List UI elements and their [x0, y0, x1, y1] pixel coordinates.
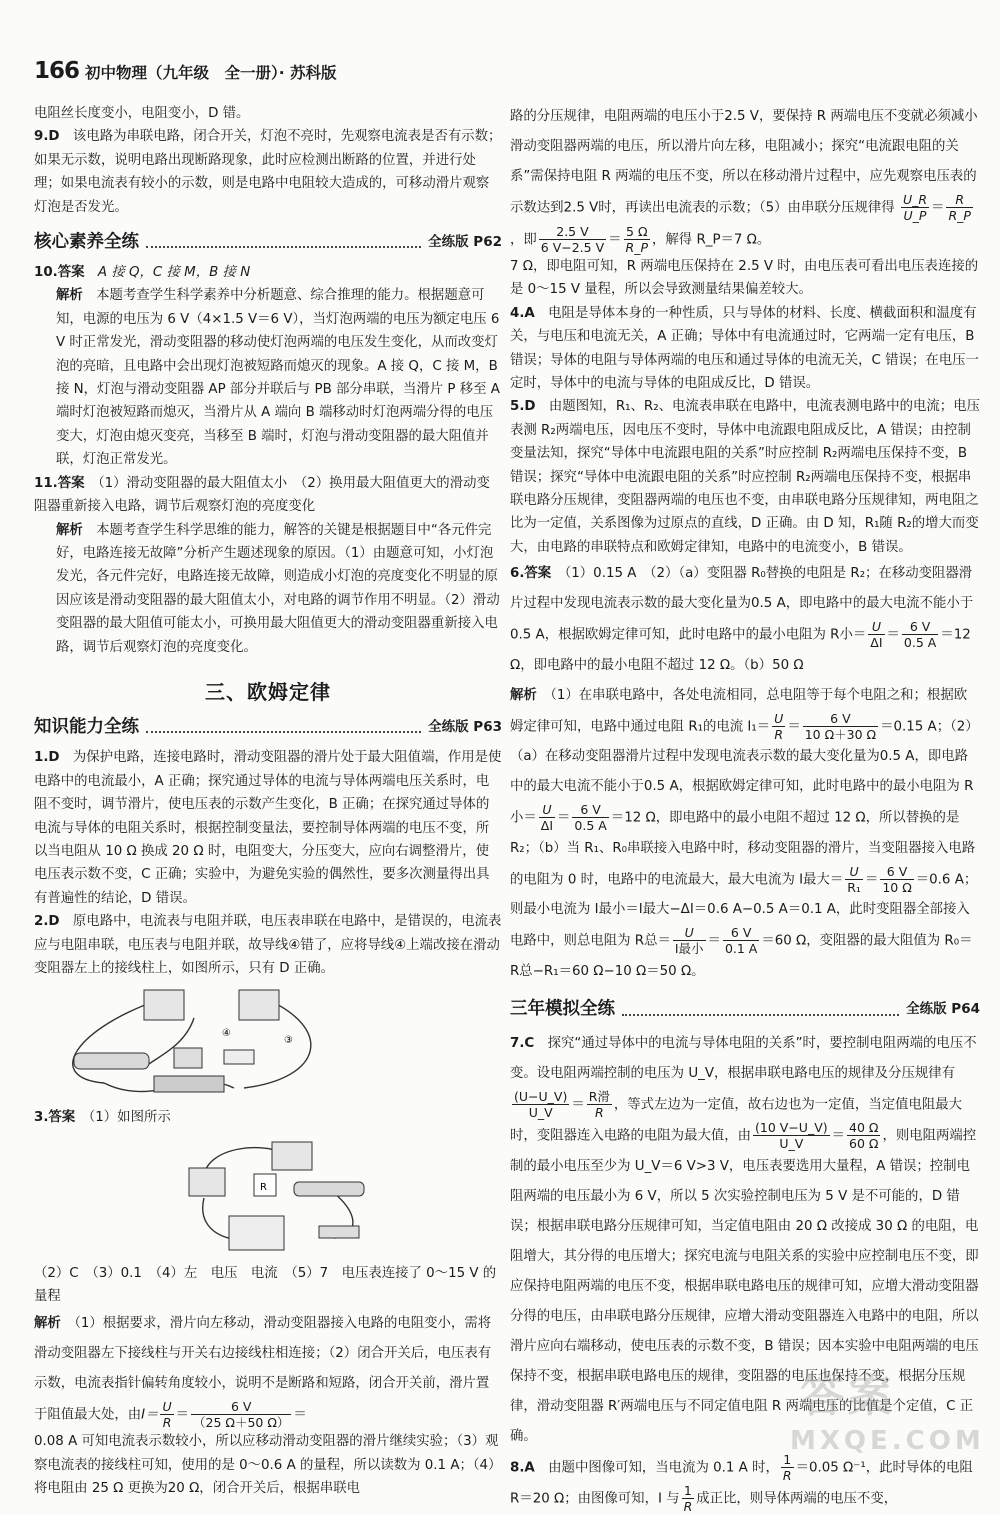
formula-text: ＝ [608, 232, 622, 247]
left-column [34, 102, 502, 1500]
answer-text: 该电路为串联电路，闭合开关，灯泡不亮时，先观察电流表是否有示数；如果无示数，说明电路出现断路现象，此时应检测出断路的位置，并进行处理；如果电流表有较小的示数，则是电路中电阻较大造成的，可移动滑片观察灯泡是否发光。 [34, 129, 502, 215]
answer-7 [510, 1029, 980, 1452]
continued-text: 电阻丝长度变小，电阻变小，D 错。 [34, 106, 250, 121]
formula-text: I＝ [141, 1407, 159, 1423]
analysis-label: 解析 [56, 522, 83, 538]
formula-text: ，即 [510, 232, 537, 247]
fraction [624, 224, 650, 255]
answer-text: 由题中图像可知，当电流为 0.1 A 时， [548, 1460, 779, 1476]
analysis-label: 解析 [510, 687, 537, 703]
fraction [946, 192, 972, 223]
fraction [803, 711, 878, 742]
fraction-denominator: R [594, 1104, 604, 1120]
page-header [34, 60, 337, 94]
answer-number: 1.D [34, 750, 60, 766]
fraction [845, 864, 863, 895]
fraction-denominator: R_P [625, 239, 649, 255]
section-ref: 全练版 P64 [906, 1001, 980, 1018]
fraction-denominator: 10 Ω＋30 Ω [804, 726, 877, 742]
fraction-numerator: 6 V [803, 711, 878, 727]
analysis-3-cont-right [510, 102, 980, 255]
circuit-figure-2 [184, 1138, 502, 1256]
fraction-numerator: 1 [781, 1452, 794, 1468]
section-title: 三年模拟全练 [510, 999, 615, 1020]
answer-9 [34, 125, 502, 219]
fraction-denominator: ΔI [870, 635, 883, 651]
answer-number: 4.A [510, 305, 535, 321]
fraction-denominator: 0.5 A [574, 818, 607, 834]
analysis-text: ＝60 Ω，变阻器的最大阻值为 R₀＝R总−R₁＝60 Ω−10 Ω＝50 Ω。 [510, 933, 973, 979]
fraction-denominator: R [683, 1499, 693, 1515]
analysis-text: 路的分压规律，电阻两端的电压小于2.5 V，要保持 R 两端电压不变就必须减小滑动变阻器两端的电压，所以滑片向左移，电阻减小；探究“电流跟电阻的关系”需保持电阻 R 两端的电压不变，所以在移动滑片过程中，应先观察电压表的示数达到2.5 V时，再读出电流表的示数；（5）由串联分压规律得 [510, 109, 978, 216]
fraction [539, 802, 555, 833]
formula-text: ＝ [571, 1097, 585, 1113]
analysis-3-end [510, 255, 980, 302]
section-ref: 全练版 P62 [428, 233, 502, 250]
fraction-numerator: U [774, 710, 784, 726]
analysis-10 [34, 284, 502, 471]
fraction-denominator: R_P [948, 208, 971, 223]
fraction [723, 925, 759, 956]
formula-text: ＝ [293, 1407, 307, 1423]
dotted-divider [622, 1014, 899, 1016]
answer-text: 原电路中，电流表与电阻并联，电压表串联在电路中，是错误的，电流表应与电阻串联，电压表与电阻并联，故导线④错了，应将导线④上端改接在滑动变阻器左上的接线柱上，如图所示，只有 D 正确。 [34, 914, 502, 976]
fraction-numerator: 5 Ω [624, 224, 650, 240]
fraction [880, 864, 913, 895]
formula-text: ＝ [707, 933, 721, 949]
analysis-11 [34, 519, 502, 659]
answer-number: 10.答案 [34, 265, 85, 281]
circuit-diagram [184, 1138, 384, 1256]
analysis-text: ＝12 Ω，即电路中的最小电阻不超过 12 Ω，所以替换的是 R₂；（b）当 R₁、R₀串联接入电路中时，移动变阻器的滑片，当变阻器接入电路的电阻为 0 时，电路中的电流最大，最大电流为 I最大＝ [510, 810, 976, 888]
analysis-text: 本题考查学生科学思维的能力，解答的关键是根据题目中“各元件完好，电路连接无故障”分析产生题述现象的原因。（1）由题意可知，小灯泡发光，各元件完好，电路连接无故障，则造成小灯泡的亮度变化不明显的原因应该是滑动变阻器的最大阻值太小，对电路的调节作用不明显。（2）滑动变阻器的最大阻值可能太小，可换用最大阻值更大的滑动变阻器重新接入电路，调节后观察灯泡的亮度变化。 [56, 522, 500, 655]
fraction-denominator: 10 Ω [882, 879, 912, 895]
fraction-numerator: U [868, 619, 884, 635]
formula-text: ＝ [931, 200, 945, 216]
fraction [753, 1120, 830, 1151]
fraction-denominator: U_V [779, 1136, 804, 1152]
fraction-denominator: U_P [903, 208, 927, 223]
fraction [847, 1120, 880, 1151]
fraction-denominator: 60 Ω [849, 1136, 879, 1152]
circuit-figure-1 [34, 988, 502, 1100]
fraction-denominator: 6 V−2.5 V [540, 239, 605, 255]
fraction-numerator: U [673, 925, 706, 941]
answer-text: （1）0.15 A （2）（a）变阻器 R₀替换的电阻是 R₂；在移动变阻器滑片过程中发现电流表示数的最大变化量为0.5 A，即电路中的最大电流不能小于 0.5 A，根据欧姆定律可知，此时电路中的最小电阻为 R小＝ [510, 566, 974, 643]
answer-5 [510, 395, 980, 559]
dotted-divider [146, 246, 421, 248]
answer-4 [510, 302, 980, 396]
fraction-denominator: I最小 [674, 941, 704, 957]
section-ref: 全练版 P63 [428, 718, 502, 735]
watermark-logo: 答案 [800, 1371, 896, 1422]
formula-text: ＝ [831, 1128, 846, 1144]
svg-text:④: ④ [222, 1028, 231, 1040]
fraction [682, 1483, 695, 1514]
answer-text: ＝0.05 Ω⁻¹，此时导体的电阻 R＝20 Ω；由图像可知，I 与 [510, 1460, 973, 1507]
fraction [587, 1089, 612, 1120]
answer-10 [34, 261, 502, 284]
answer-number: 11.答案 [34, 475, 85, 491]
fraction-numerator: U [162, 1398, 172, 1414]
fraction-numerator: U [539, 802, 555, 818]
answer-3-rest [34, 1262, 502, 1309]
fraction-numerator: U [845, 864, 863, 880]
answer-number: 7.C [510, 1035, 535, 1051]
answer-number: 6.答案 [510, 566, 552, 582]
fraction-denominator: U_V [528, 1104, 553, 1120]
formula-text: ＝ [557, 810, 571, 826]
answer-number: 3.答案 [34, 1110, 76, 1126]
answer-11 [34, 472, 502, 519]
answer-text: （1）如图所示 [88, 1110, 171, 1126]
analysis-text: ＝0.15 A；（2）（a）在移动变阻器滑片过程中发现电流表示数的最大变化量为0.5 A，即电路中的最大电流不能小于0.5 A，根据欧姆定律可知，此时电路中的最小电阻为 R小＝ [510, 719, 979, 826]
fraction-denominator: R [774, 726, 784, 742]
answer-number: 8.A [510, 1460, 535, 1476]
answer-text: A 接 Q，C 接 M，B 接 N [97, 265, 251, 281]
section-title: 核心素养全练 [34, 231, 139, 252]
analysis-6 [510, 681, 980, 987]
formula-text: ＝ [787, 719, 801, 735]
fraction-numerator: 2.5 V [539, 224, 606, 240]
fraction [512, 1089, 569, 1120]
answer-number: 5.D [510, 399, 536, 415]
fraction-numerator: 6 V [191, 1399, 291, 1415]
answer-text: 探究“通过导体中的电流与导体电阻的关系”时，要控制电阻两端的电压不变。设电阻两端控制的电压为 U_V，根据串联电路电压的规律及分压规律有 [510, 1035, 977, 1081]
answer-text: （1）滑动变阻器的最大阻值太小 （2）换用最大阻值更大的滑动变阻器重新接入电路，调节后观察灯泡的亮度变化 [34, 475, 490, 515]
fraction-numerator: 1 [682, 1483, 695, 1499]
section-heading-knowledge [34, 713, 502, 739]
analysis-text: 0.08 A 可知电流表示数较小，所以应移动滑动变阻器的滑片继续实验；（3）观察电流表的接线柱可知，使用的是 0～0.6 A 的量程，所以读数为 0.1 A；（4）将电阻由 25 Ω 更换为20 Ω，闭合开关后，根据串联电 [34, 1434, 502, 1496]
fraction-numerator: 6 V [902, 619, 938, 635]
chapter-title: 三、欧姆定律 [205, 679, 331, 704]
fraction-numerator: R [946, 192, 972, 208]
analysis-label: 解析 [56, 288, 83, 304]
answer-text: ，等式左边为一定值，故右边也为一定值，当定值电阻最大时，变阻器连入电路的电阻为最大值，由 [510, 1097, 963, 1144]
analysis-text: （1）根据要求，滑片向左移动，滑动变阻器接入电路的电阻变小，需将滑动变阻器左下接线柱与开关右边接线柱相连接；（2）闭合开关后，电压表有示数，电流表指针偏转角度较小，说明不是断路和短路，闭合开关前，滑片置于阻值最大处，由 [34, 1315, 492, 1423]
answer-text: ＝12 Ω，即电路中的最小电阻不超过 12 Ω。（b）50 Ω [510, 627, 971, 673]
analysis-label: 解析 [34, 1315, 61, 1331]
answer-number: 9.D [34, 129, 60, 145]
watermark-url: MXQE.COM [790, 1426, 985, 1456]
fraction-numerator: 6 V [880, 864, 913, 880]
fraction [191, 1399, 291, 1430]
fraction-denominator: R [162, 1414, 172, 1430]
section-heading-core [34, 228, 502, 254]
answer-6 [510, 559, 980, 681]
formula-text: ＝ [864, 872, 879, 888]
fraction [673, 925, 706, 956]
formula-text: ＝ [886, 627, 900, 643]
fraction-numerator: 40 Ω [849, 1120, 879, 1136]
fraction-numerator: U_R [902, 192, 928, 207]
svg-text:③: ③ [284, 1035, 293, 1047]
fraction-numerator: 6 V [572, 802, 608, 818]
right-column [510, 102, 980, 1515]
fraction [781, 1452, 794, 1483]
fraction [572, 802, 608, 833]
fraction-numerator: (U−U_V) [514, 1088, 568, 1104]
fraction [901, 192, 929, 223]
fraction [902, 619, 938, 650]
fraction [539, 224, 606, 255]
circuit-diagram [34, 988, 334, 1100]
answer-text: 为保护电路，连接电路时，滑动变阻器的滑片处于最大阻值端，作用是使电路中的电流最小，A 正确；探究通过导体的电流与导体两端电压关系时，电阻不变时，调节滑片，使电压表的示数产生变化，B 正确；在探究通过导体的电流与导体的电阻关系时，根据控制变量法，要控制导体两端的电压不变，所以当电阻从 10 Ω 换成 20 Ω 时，电阻变大，分压变大，应向右调整滑片，使电压表示数不变，C 正确；实验中，为避免实验的偶然性，要多次测量得出具有普遍性的结论，D 错误。 [34, 750, 502, 906]
section-title: 知识能力全练 [34, 716, 139, 737]
fraction-denominator: ΔI [540, 818, 554, 834]
fraction [160, 1399, 173, 1430]
analysis-text: （1）在串联电路中，各处电流相同，总电阻等于每个电阻之和；根据欧姆定律可知，电路中通过电阻 R₁的电流 I₁＝ [510, 687, 968, 735]
answer-1 [34, 746, 502, 910]
analysis-3 [34, 1309, 502, 1431]
answer-8 [510, 1452, 980, 1515]
answer-text: （2）C （3）0.1 （4）左 电压 电流 （5）7 电压表连接了 0～15 V 的量程 [34, 1265, 497, 1305]
analysis-text: ＝0.6 A；则最小电流为 I最小＝I最大−ΔI＝0.6 A−0.5 A＝0.1 A，此时变阻器全部接入电路中，则总电阻为 R总＝ [510, 872, 978, 949]
formula-text: ＝ [175, 1407, 190, 1423]
fraction-denominator: R₁ [847, 879, 861, 895]
fraction [772, 711, 785, 742]
fraction-numerator: (10 V−U_V) [755, 1120, 828, 1136]
fraction-denominator: 0.5 A [903, 635, 937, 651]
answer-text: ，则电阻两端控制的最小电压至少为 U_V＝6 V>3 V，电压表要选用大量程，A 错误；控制电阻两端的电压最小为 6 V，所以 5 次实验控制电压为 5 V 是不可能的，D 错误；根据串联电路分压规律可知，当定值电阻由 20 Ω 改接成 30 Ω 的电阻，电阻增大，其分得的电压增大；探究电流与电阻关系的实验中应控制电压不变，即应保持电阻两端的电压不变，根据串联电路电压的规律可知，应增大滑动变阻器分得的电压，由串联电路分压规律，应增大滑动变阻器连入电路中的电阻，所以滑片应向右端移动，使电压表的示数不变，B 错误；因本实验中电阻两端的电压保持不变，根据串联电路电压的规律，变阻器的电压也保持不变，根据分压规律，滑动变阻器 R′两端电压与不同定值电阻 R 两端电压的比值是个定值，C 正确。 [510, 1128, 979, 1444]
answer-2 [34, 910, 502, 980]
dotted-divider [146, 731, 421, 733]
answer-text: 由题图知，R₁、R₂、电流表串联在电路中，电流表测电路中的电流；电压表测 R₂两端电压，因电压不变时，导体中电流跟电阻成反比，A 错误；由控制变量法知，探究“导体中电流跟电阻的关系”时应控制 R₂两端电压保持不变，B 错误；探究“导体中电流跟电阻的关系”时应控制 R₂两端电压保持不变，根据串联电路分压规律，变阻器两端的电压也不变，由串联电路分压规律知，两电阻之比为一定值，关系图像为过原点的直线，D 正确。由 D 知，R₁随 R₂的增大而变大，由电路的串联特点和欧姆定律知，电路中的电流变小，B 错误。 [510, 399, 980, 555]
formula-text: ，解得 R_P＝7 Ω。 [652, 232, 771, 247]
answer-text: 成正比，则导体两端的电压不变， [696, 1491, 898, 1507]
answer-text: 电阻是导体本身的一种性质，只与导体的材料、长度、横截面积和温度有关，与电压和电流无关，A 正确；导体中有电流通过时，它两端一定有电压，B 错误；导体的电阻与导体两端的电压和通过导体的电流无关，C 错误；在电压一定时，导体中的电流与导体的电阻成反比，D 错误。 [510, 305, 979, 392]
fraction-denominator: R [782, 1467, 792, 1483]
svg-text:R: R [260, 1181, 267, 1193]
answer-number: 2.D [34, 914, 60, 930]
fraction-numerator: 6 V [723, 925, 759, 941]
page-number: 166 [34, 58, 80, 84]
fraction-denominator: （25 Ω＋50 Ω） [193, 1414, 290, 1430]
answer-3 [34, 1106, 502, 1129]
section-heading-mock [510, 996, 980, 1022]
analysis-text: 7 Ω，即电阻可知，R 两端电压保持在 2.5 V 时，由电压表可看出电压表连接的是 0～15 V 量程，所以会导致测量结果偏差较大。 [510, 259, 979, 298]
fraction-denominator: 0.1 A [724, 941, 758, 957]
fraction-numerator: R滑 [588, 1088, 610, 1104]
analysis-3-cont [34, 1430, 502, 1500]
analysis-text: 本题考查学生科学素养中分析题意、综合推理的能力。根据题意可知，电源的电压为 6 V（4×1.5 V＝6 V），当灯泡两端的电压为额定电压 6 V 时正常发光，滑动变阻器的移动使灯泡两端的电压发生变化，从而改变灯泡的亮暗，且电路中会出现灯泡被短路而熄灭的现象。A 接 Q，C 接 M，B 接 N，灯泡与滑动变阻器 AP 部分并联后与 PB 部分串联，当滑片 P 移至 A 端时灯泡被短路而熄灭，当滑片从 A 端向 B 端移动时灯泡两端分得的电压变大，灯泡由熄灭变亮，当移至 B 端时，灯泡与滑动变阻器的最大阻值并联，灯泡正常发光。 [56, 288, 500, 468]
book-title: 初中物理（九年级 全一册）· 苏科版 [85, 64, 337, 82]
fraction [868, 619, 884, 650]
